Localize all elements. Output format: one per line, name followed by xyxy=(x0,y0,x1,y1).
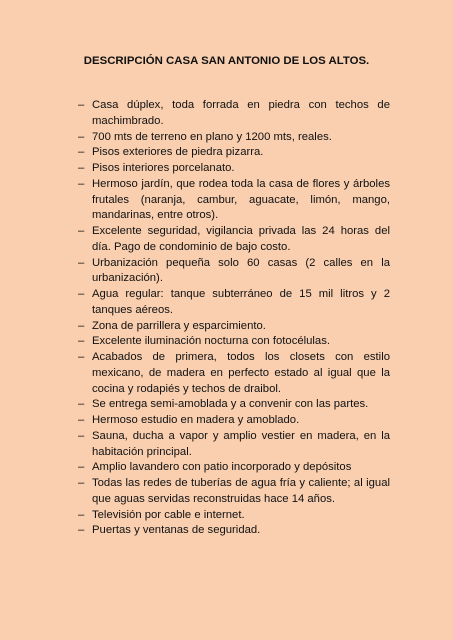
list-item xyxy=(78,145,390,161)
list-item xyxy=(78,161,390,177)
bullet-dash: – xyxy=(78,398,85,411)
list-item-text: Acabados de primera, todos los closets con estilo mexicano, de madera en perfecto estado al igual que la cocina y rodapiés y techos de draibol. xyxy=(92,351,390,395)
list-item-text: Agua regular: tanque subterráneo de 15 mil litros y 2 tanques aéreos. xyxy=(92,288,390,316)
list-item xyxy=(78,98,390,130)
bullet-dash: – xyxy=(78,130,85,143)
bullet-dash: – xyxy=(78,177,85,190)
list-item-text: Hermoso jardín, que rodea toda la casa de flores y árboles frutales (naranja, cambur, aguacate, limón, mango, mandarinas, entre otros). xyxy=(92,177,390,222)
list-item xyxy=(78,319,390,335)
list-item-text: Sauna, ducha a vapor y amplio vestier en madera, en la habitación principal. xyxy=(92,429,390,458)
bullet-dash: – xyxy=(78,225,85,237)
list-item xyxy=(78,460,390,476)
bullet-dash: – xyxy=(78,256,85,269)
list-item xyxy=(78,130,390,146)
bullet-dash: – xyxy=(78,288,85,300)
bullet-dash: – xyxy=(78,351,85,363)
list-item xyxy=(78,397,390,413)
list-item-text: Excelente seguridad, vigilancia privada las 24 horas del día. Pago de condominio de bajo costo. xyxy=(92,225,390,253)
features-list xyxy=(78,98,390,539)
list-item xyxy=(78,177,390,224)
list-item-text: Televisión por cable e internet. xyxy=(92,508,245,521)
bullet-dash: – xyxy=(78,319,85,332)
list-item-text: Se entrega semi-amoblada y a convenir con las partes. xyxy=(92,398,369,411)
bullet-dash: – xyxy=(78,508,85,521)
list-item xyxy=(78,224,390,256)
list-item-text: 700 mts de terreno en plano y 1200 mts, reales. xyxy=(92,130,332,143)
list-item xyxy=(78,429,390,461)
bullet-dash: – xyxy=(78,477,85,489)
list-item-text: Puertas y ventanas de seguridad. xyxy=(92,524,261,537)
bullet-dash: – xyxy=(78,429,85,442)
list-item xyxy=(78,476,390,508)
list-item-text: Hermoso estudio en madera y amoblado. xyxy=(92,414,300,426)
list-item xyxy=(78,508,390,524)
page-title: DESCRIPCIÓN CASA SAN ANTONIO DE LOS ALTOS. xyxy=(83,55,370,67)
bullet-dash: – xyxy=(78,146,85,159)
list-item-text: Excelente iluminación nocturna con fotocélulas. xyxy=(92,335,331,348)
bullet-dash: – xyxy=(78,162,85,174)
bullet-dash: – xyxy=(78,524,85,537)
bullet-dash: – xyxy=(78,461,85,474)
list-item xyxy=(78,334,390,350)
list-item-text: Pisos interiores porcelanato. xyxy=(92,162,235,174)
list-item xyxy=(78,287,390,319)
bullet-dash: – xyxy=(78,335,85,348)
list-item-text: Casa dúplex, toda forrada en piedra con techos de machimbrado. xyxy=(92,99,390,127)
list-item-text: Amplio lavandero con patio incorporado y depósitos xyxy=(92,461,352,474)
list-item-text: Urbanización pequeña solo 60 casas (2 calles en la urbanización). xyxy=(92,256,390,285)
list-item xyxy=(78,256,390,288)
bullet-dash: – xyxy=(78,99,85,111)
list-item xyxy=(78,350,390,397)
bullet-dash: – xyxy=(78,414,85,426)
list-item-text: Pisos exteriores de piedra pizarra. xyxy=(92,146,264,159)
list-item-text: Zona de parrillera y esparcimiento. xyxy=(92,319,266,332)
list-item xyxy=(78,523,390,539)
list-item xyxy=(78,413,390,429)
list-item-text: Todas las redes de tuberías de agua fría y caliente; al igual que aguas servidas reconstruidas hace 14 años. xyxy=(92,477,390,505)
